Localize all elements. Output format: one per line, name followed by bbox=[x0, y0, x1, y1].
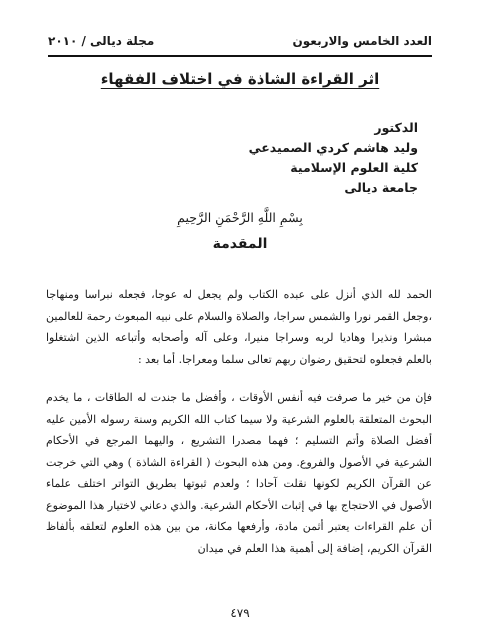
header-divider bbox=[48, 55, 432, 57]
author-college: كلية العلوم الإسلامية bbox=[290, 160, 418, 175]
basmala: بِسْمِ اللَّهِ الرَّحْمَنِ الرَّحِيمِ bbox=[177, 210, 303, 225]
page-number: ٤٧٩ bbox=[230, 606, 250, 620]
author-name: وليد هاشم كردي الصميدعي bbox=[248, 140, 418, 155]
issue-label: العدد الخامس والاربعون bbox=[292, 34, 432, 48]
journal-label: مجلة ديالى / ٢٠١٠ bbox=[48, 34, 155, 48]
section-heading: المقدمة bbox=[212, 236, 268, 252]
author-block bbox=[249, 118, 418, 198]
author-degree: الدكتور bbox=[374, 120, 418, 135]
page-header bbox=[48, 34, 432, 56]
article-title: اثر القراءة الشاذة في اختلاف الفقهاء bbox=[100, 70, 380, 88]
author-university: جامعة ديالى bbox=[344, 180, 418, 195]
paragraph-body: فإن من خير ما صرفت فيه أنفس الأوقات ، وأفضل ما جندت له الطاقات ، ما يخدم البحوث المتعلقة بالعلوم الشرعية ولا سيما كتاب الله الكريم وسنة رسوله الأمين عليه أفضل الصلاة وأتم التسليم ؛ فهما مصدرا التشريع ، واليهما المرجع في الأحكام الشرعية في الأصول والفروع. ومن هذه البحوث ( القراءة الشاذة ) وهي التي خرجت عن القرآن الكريم لكونها نقلت آحادا ؛ ولعدم ثبوتها بطريق التواتر اختلف علماء الأصول في الاحتجاج بها في إثبات الأحكام الشرعية. والذي دعاني لاختيار هذا الموضوع أن علم القراءات يعتبر أثمن مادة، وأرفعها مكانة، من بين هذه العلوم لتعلقه بألفاظ القرآن الكريم، إضافة إلى أهمية هذا العلم في ميدان bbox=[46, 391, 432, 555]
paragraph-intro: الحمد لله الذي أنزل على عبده الكتاب ولم يجعل له عوجا، فجعله نبراسا ومنهاجا ،وجعل القمر نورا والشمس سراجا، والصلاة والسلام على نبيه المبعوث رحمة للعالمين مبشرا ونذيرا وهاديا لربه وسراجا منيرا، وعلى آله وأصحابه وأتباعه الذين اشتغلوا بالعلم فجعلوه لتحقيق رضوان ربهم تعالى سلما ومعراجا. أما بعد : bbox=[46, 288, 432, 366]
